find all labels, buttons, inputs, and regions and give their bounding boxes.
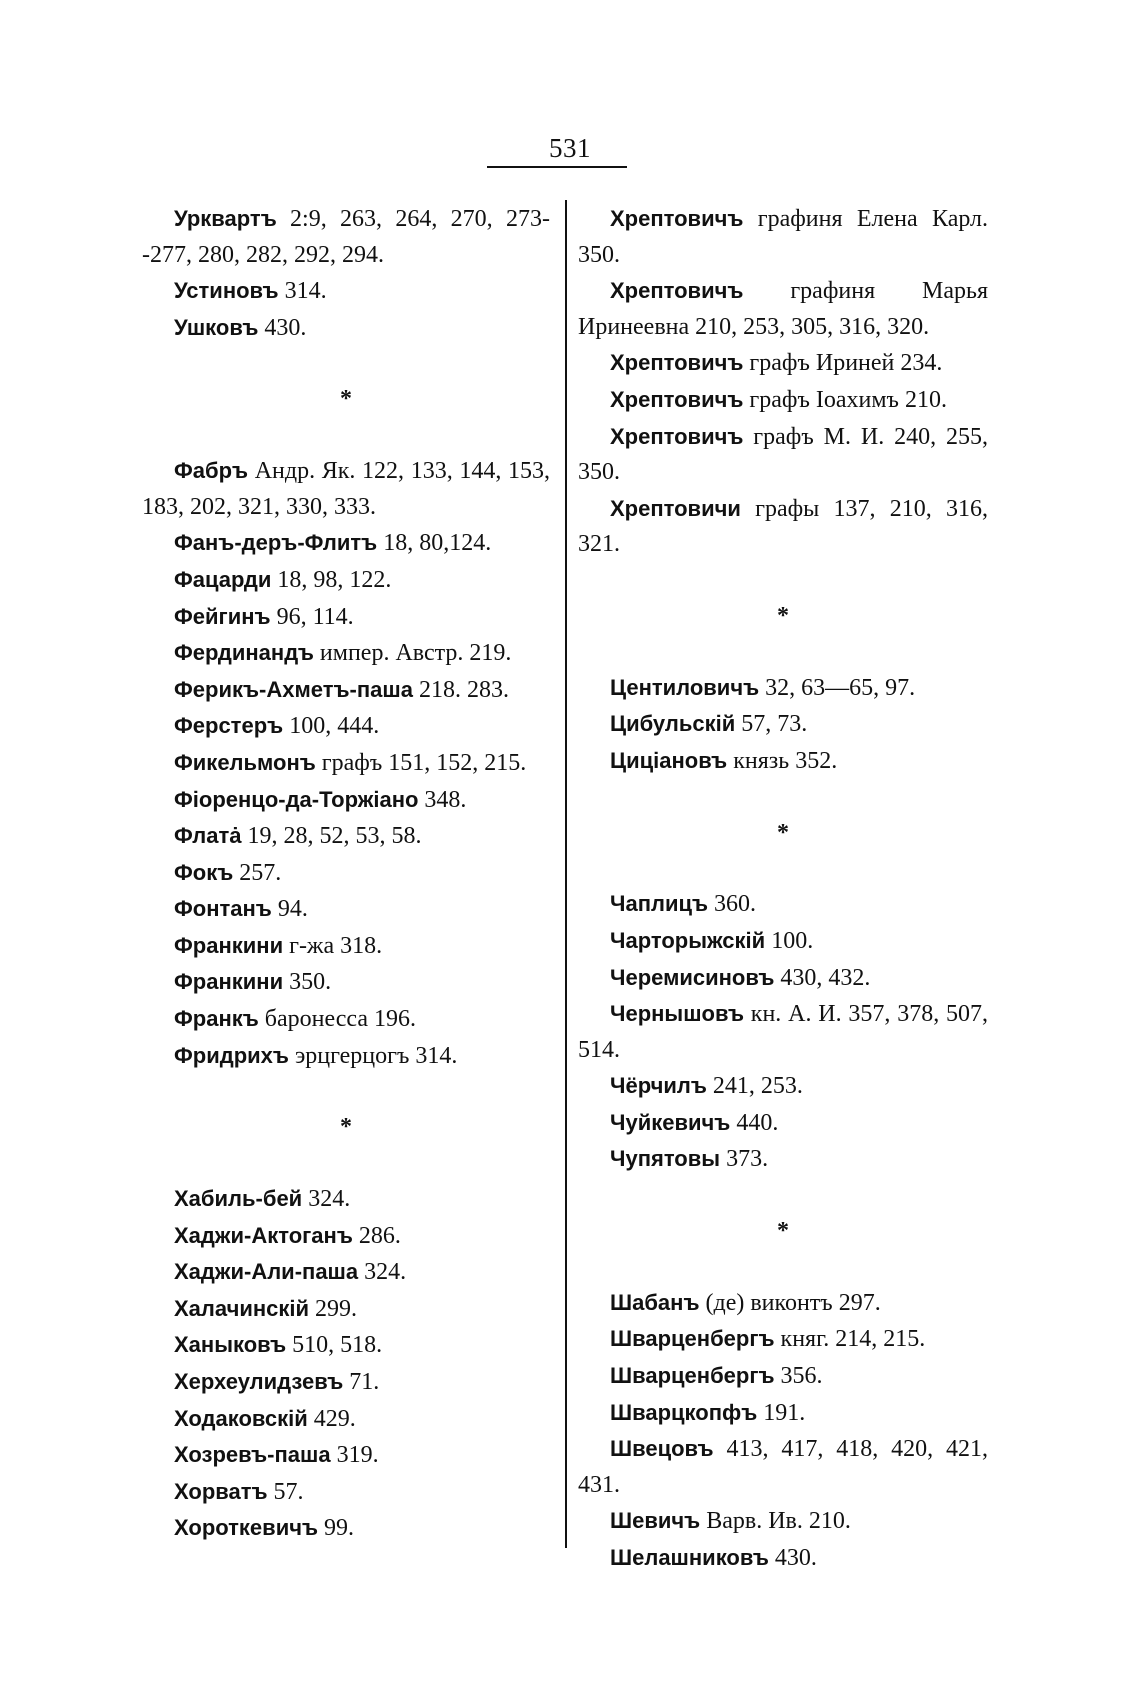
index-entry-name: Флатȧ — [174, 823, 242, 849]
column-divider — [565, 200, 567, 1548]
index-entry-refs: 440. — [730, 1109, 779, 1136]
index-entry-refs: 430. — [258, 314, 307, 341]
index-entry-refs: 57, 73. — [735, 711, 808, 738]
section-separator-asterisk: * — [777, 602, 789, 629]
index-entry — [142, 453, 550, 525]
index-entry-name: Хрептовичи — [610, 495, 741, 521]
index-entry-refs: кн. А. И. 357, 378, 507, 514. — [578, 1001, 988, 1063]
index-entry-name: Шевичъ — [610, 1508, 701, 1534]
index-entry-name: Шварценбергъ — [610, 1363, 775, 1389]
index-entry-name: Швецовъ — [610, 1436, 714, 1462]
index-entry — [142, 1181, 550, 1218]
index-entry — [142, 855, 550, 892]
index-entry — [142, 1364, 550, 1401]
index-entry-refs: 430. — [768, 1545, 817, 1572]
index-entry-name: Халачинскій — [174, 1295, 310, 1321]
index-entry-refs: Варв. Ив. 210. — [700, 1508, 851, 1535]
index-entry-name: Хрептовичъ — [610, 278, 744, 304]
index-entry — [142, 1474, 550, 1511]
index-entry-refs: 32, 63—65, 97. — [759, 674, 916, 701]
index-entry-name: Фонтанъ — [174, 896, 272, 922]
index-entry-name: Шелашниковъ — [610, 1545, 769, 1571]
index-entry-refs: г-жа 318. — [283, 932, 383, 959]
index-entry — [578, 273, 988, 345]
index-entry-refs: графъ 151, 152, 215. — [315, 749, 527, 776]
index-entry-name: Чёрчилъ — [610, 1073, 707, 1099]
index-entry-name: Чарторыжскій — [610, 927, 766, 953]
index-entry-refs: графъ Ириней 234. — [743, 350, 943, 377]
index-entry — [142, 635, 550, 672]
index-entry-refs: 19, 28, 52, 53, 58. — [241, 823, 422, 850]
index-entry — [578, 1395, 988, 1432]
index-entry — [578, 996, 988, 1068]
index-entry-name: Шварценбергъ — [610, 1326, 775, 1352]
index-entry-refs: 299. — [309, 1295, 358, 1322]
index-entry-name: Чернышовъ — [610, 1001, 744, 1027]
index-entry-name: Хрептовичъ — [610, 206, 744, 231]
index-entry-name: Херхеулидзевъ — [174, 1369, 344, 1395]
page-number: 531 — [549, 133, 591, 163]
index-entry-refs: 510, 518. — [286, 1332, 383, 1359]
section-separator-asterisk: * — [340, 1114, 352, 1141]
index-entry-refs: 286. — [352, 1222, 401, 1249]
index-entry — [578, 1068, 988, 1105]
index-entry — [578, 886, 988, 923]
index-entry-name: Фабръ — [174, 458, 249, 484]
index-entry-name: Хабиль-бей — [174, 1186, 303, 1212]
index-entry-name: Шварцкопфъ — [610, 1399, 758, 1425]
index-entry-refs: 241, 253. — [706, 1073, 803, 1100]
index-entry-refs: 413, 417, 418, 420, 421, 431. — [578, 1436, 988, 1498]
index-entry-refs: 429. — [307, 1405, 356, 1432]
index-entry — [578, 382, 988, 419]
index-entry — [142, 310, 550, 347]
index-entry-refs: 18, 80,124. — [377, 530, 492, 557]
index-entry — [578, 923, 988, 960]
index-entry — [142, 928, 550, 965]
section-separator-asterisk: * — [777, 1218, 789, 1245]
index-entry-name: Фейгинъ — [174, 603, 271, 629]
index-entry — [142, 201, 550, 273]
index-entry — [142, 1254, 550, 1291]
index-entry-name: Фикельмонъ — [174, 749, 316, 775]
index-entry-refs: 218. 283. — [412, 676, 509, 703]
index-entry — [142, 273, 550, 310]
index-entry-refs: 191. — [757, 1399, 806, 1426]
index-column-right — [578, 201, 988, 1577]
index-entry-refs: 356. — [774, 1363, 823, 1390]
index-entry-refs: 373. — [720, 1146, 769, 1173]
index-entry — [578, 201, 988, 273]
index-entry-name: Хрептовичъ — [610, 350, 744, 376]
index-entry-refs: графиня Елена Карл. 350. — [578, 206, 988, 268]
index-entry-name: Устиновъ — [174, 278, 279, 304]
index-entry-refs: (де) виконтъ 297. — [699, 1289, 881, 1316]
index-entry-name: Ходаковскій — [174, 1405, 308, 1431]
index-entry-name: Черемисиновъ — [610, 964, 775, 990]
index-entry — [142, 672, 550, 709]
index-entry — [578, 706, 988, 743]
index-entry-refs: графъ М. И. 240, 255, 350. — [578, 423, 988, 486]
index-entry — [142, 782, 550, 819]
index-entry — [142, 1437, 550, 1474]
index-entry-refs: 324. — [358, 1259, 407, 1286]
index-entry — [142, 708, 550, 745]
index-entry — [578, 1431, 988, 1503]
index-entry-refs: графиня Марья Иринеевна 210, 253, 305, 316, 320. — [578, 278, 988, 340]
index-entry-name: Хрептовичъ — [610, 386, 744, 412]
index-entry-name: Чаплицъ — [610, 891, 709, 917]
index-entry — [578, 1285, 988, 1322]
index-entry-name: Хаджи-Али-паша — [174, 1259, 359, 1285]
index-entry-refs: 71. — [343, 1369, 380, 1396]
index-entry-refs: 314. — [278, 278, 327, 305]
index-entry-name: Франкини — [174, 969, 284, 995]
index-entry-refs: эрцгерцогъ 314. — [288, 1042, 458, 1069]
section-separator-asterisk: * — [777, 819, 789, 846]
index-entry — [578, 1540, 988, 1577]
index-entry-name: Шабанъ — [610, 1289, 700, 1315]
index-entry-refs: 2:9, 263, 264, 270, 273--277, 280, 282, 292, 294. — [142, 206, 550, 268]
index-entry-refs: 348. — [418, 786, 467, 813]
index-entry — [142, 562, 550, 599]
index-entry-name: Фердинандъ — [174, 640, 314, 666]
index-entry-name: Центиловичъ — [610, 674, 760, 700]
index-entry — [142, 1327, 550, 1364]
index-entry-name: Хозревъ-паша — [174, 1442, 331, 1468]
index-entry-refs: 99. — [318, 1515, 355, 1542]
index-entry-name: Франкини — [174, 932, 284, 958]
section-separator-asterisk: * — [340, 386, 352, 413]
index-entry — [578, 1141, 988, 1178]
index-entry-refs: 324. — [302, 1186, 351, 1213]
index-entry-name: Циціановъ — [610, 747, 728, 773]
index-entry-name: Ферикъ-Ахметъ-паша — [174, 676, 413, 702]
index-entry-refs: 350. — [283, 969, 332, 996]
index-entry-refs: 96, 114. — [270, 603, 354, 630]
index-entry-refs: Андр. Як. 122, 133, 144, 153, 183, 202, 321, 330, 333. — [142, 458, 550, 520]
index-entry — [142, 745, 550, 782]
index-entry-refs: 319. — [330, 1442, 379, 1469]
index-entry-name: Фридрихъ — [174, 1042, 289, 1068]
index-entry — [142, 1001, 550, 1038]
index-entry — [142, 1401, 550, 1438]
index-entry-name: Ханыковъ — [174, 1332, 287, 1358]
index-entry — [578, 1321, 988, 1358]
page-number-rule — [487, 166, 627, 168]
index-entry-refs: князь 352. — [727, 747, 838, 774]
index-entry-name: Фацарди — [174, 566, 272, 592]
index-entry — [578, 491, 988, 563]
index-entry-refs: 257. — [233, 859, 282, 886]
index-entry — [142, 1038, 550, 1075]
index-entry-name: Урквартъ — [174, 206, 277, 231]
index-entry — [142, 964, 550, 1001]
index-entry-name: Фанъ-деръ-Флитъ — [174, 530, 378, 556]
index-entry-name: Ушковъ — [174, 314, 259, 340]
index-entry-name: Чупятовы — [610, 1146, 721, 1172]
index-entry — [142, 525, 550, 562]
index-entry-name: Чуйкевичъ — [610, 1109, 731, 1135]
index-entry-name: Хаджи-Актоганъ — [174, 1222, 353, 1248]
index-entry-name: Хороткевичъ — [174, 1515, 319, 1541]
index-entry-refs: графъ Іоахимъ 210. — [743, 386, 947, 413]
index-entry — [142, 599, 550, 636]
index-entry — [578, 345, 988, 382]
index-entry-refs: 360. — [708, 891, 757, 918]
index-entry — [142, 891, 550, 928]
index-entry-refs: княг. 214, 215. — [774, 1326, 926, 1353]
index-entry — [142, 1218, 550, 1255]
index-entry-name: Фіоренцо-да-Торжіано — [174, 786, 419, 812]
index-entry-name: Франкъ — [174, 1006, 259, 1032]
index-entry-name: Фокъ — [174, 859, 234, 885]
index-entry-refs: 57. — [267, 1478, 304, 1505]
index-entry — [578, 1358, 988, 1395]
index-entry-refs: 94. — [271, 896, 308, 923]
index-entry-refs: 430, 432. — [774, 964, 871, 991]
index-entry-refs: 100, 444. — [283, 713, 380, 740]
index-entry-name: Цибульскій — [610, 711, 736, 737]
index-entry — [578, 419, 988, 491]
index-entry-refs: импер. Австр. 219. — [313, 640, 512, 667]
index-entry — [142, 1510, 550, 1547]
index-entry — [578, 743, 988, 780]
index-column-left — [142, 201, 550, 1547]
index-entry-refs: графы 137, 210, 316, 321. — [578, 495, 988, 558]
index-entry — [578, 960, 988, 997]
index-entry-name: Ферстеръ — [174, 713, 284, 739]
index-entry-refs: баронесса 196. — [258, 1006, 417, 1033]
index-entry-name: Хорватъ — [174, 1478, 268, 1504]
index-entry-refs: 100. — [765, 927, 814, 954]
index-entry — [142, 818, 550, 855]
index-entry-name: Хрептовичъ — [610, 423, 744, 449]
index-entry — [142, 1291, 550, 1328]
index-entry — [578, 1105, 988, 1142]
index-entry-refs: 18, 98, 122. — [271, 566, 392, 593]
index-entry — [578, 1503, 988, 1540]
index-entry — [578, 670, 988, 707]
